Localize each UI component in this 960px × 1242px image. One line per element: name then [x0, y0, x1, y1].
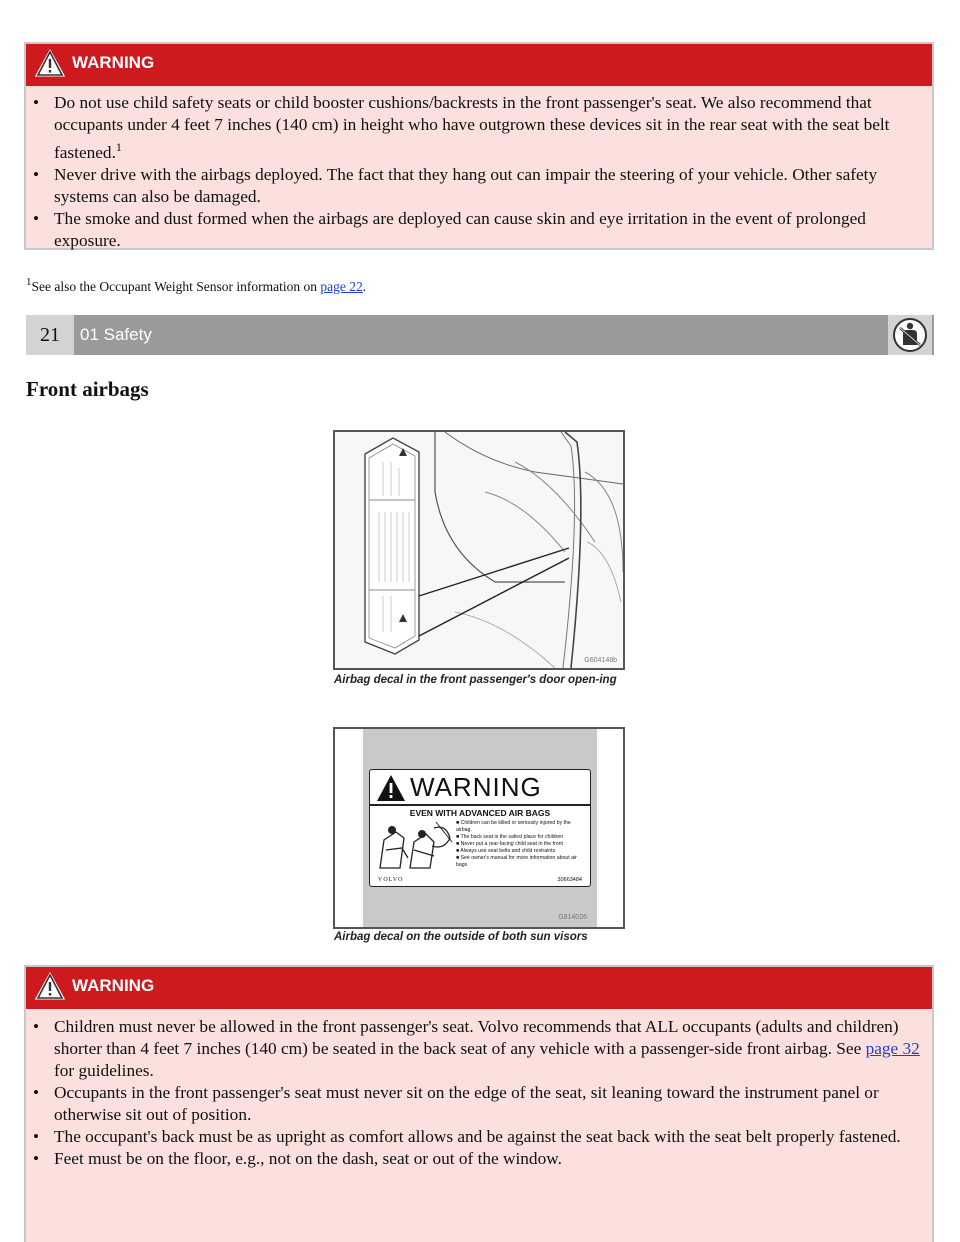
figure-caption: Airbag decal in the front passenger's door open-ing — [334, 674, 617, 686]
bullet: • — [33, 1083, 40, 1102]
warning-title: WARNING — [72, 53, 155, 72]
decal-title: WARNING — [410, 772, 542, 802]
bullet: • — [33, 1127, 40, 1146]
warning-item-text: Feet must be on the floor, e.g., not on the dash, seat or out of the window. — [54, 1149, 562, 1168]
decal-point: ■ Never put a rear-facing child seat in the front — [456, 841, 563, 847]
warning-item — [30, 164, 926, 208]
decal-point: ■ See owner's manual for more information about air bags — [456, 855, 577, 868]
decal-point: ■ Always use seat belts and child restraints — [456, 848, 556, 854]
visor-decal-figure — [333, 727, 625, 929]
decal-brand: VOLVO — [378, 877, 404, 883]
decal-points — [456, 820, 588, 869]
warning-item-text: Occupants in the front passenger's seat must never sit on the edge of the seat, sit leaning toward the instrument panel or otherwise sit out of position. — [54, 1083, 879, 1124]
bullet: • — [33, 208, 40, 228]
warning-header — [26, 44, 932, 86]
figure-code: G604148b — [584, 657, 617, 664]
warning-body — [26, 86, 932, 258]
section-label: 01 Safety — [80, 325, 152, 344]
seatbelt-icon — [888, 315, 932, 355]
footnote-text: See also the Occupant Weight Sensor information on — [31, 279, 321, 294]
decal-point-text: The back seat is the safest place for children — [460, 834, 564, 840]
door-decal-illustration — [335, 432, 623, 668]
decal-rule — [370, 804, 590, 806]
figure-code: G814026 — [558, 914, 587, 921]
decal-warning-triangle-icon — [376, 774, 406, 802]
warning-item — [30, 1082, 926, 1126]
warning-header — [26, 967, 932, 1009]
footnote-page-link[interactable]: page 22 — [320, 279, 363, 294]
decal-subtitle: EVEN WITH ADVANCED AIR BAGS — [409, 808, 551, 818]
decal-label — [369, 769, 591, 887]
decal-point-text: Always use seat belts and child restraints — [460, 848, 556, 854]
warning-item — [30, 1016, 926, 1082]
warning-item — [30, 208, 926, 252]
bullet: • — [33, 1149, 40, 1168]
section-header-bar — [26, 315, 934, 355]
footnote-number: 1 — [26, 276, 32, 288]
warning-item-text: Never drive with the airbags deployed. The fact that they hang out can impair the steering of your vehicle. Other safety systems can also be damaged. — [54, 164, 878, 206]
child-seat-illustration — [374, 820, 456, 870]
warning-triangle-icon — [32, 969, 68, 1003]
warning-box-1 — [24, 42, 934, 250]
warning-item — [30, 1148, 926, 1170]
door-decal-figure — [333, 430, 625, 670]
bullet: • — [33, 1017, 40, 1036]
decal-point: ■ The back seat is the safest place for children — [456, 834, 564, 840]
decal-point-text: See owner's manual for more information about air bags — [456, 855, 577, 868]
section-icon-box — [888, 315, 932, 355]
page-32-link[interactable]: page 32 — [865, 1039, 920, 1058]
warning-title: WARNING — [72, 976, 155, 995]
page-number: 21 — [26, 315, 74, 355]
warning-item-text: Do not use child safety seats or child booster cushions/backrests in the front passenger's seat. We also recommend that occupants under 4 feet 7 inches (140 cm) in height who have outgrown these devices sit in the rear seat with the seat belt fastened. — [54, 93, 890, 162]
footnote — [26, 276, 366, 295]
decal-point-text: Children can be killed or seriously injured by the airbag. — [456, 820, 571, 833]
section-heading: Front airbags — [26, 377, 149, 401]
decal-code: 30663484 — [557, 877, 582, 883]
bullet: • — [33, 164, 40, 184]
decal-point: ■ Children can be killed or seriously injured by the airbag. — [456, 820, 571, 833]
figure-caption: Airbag decal on the outside of both sun visors — [334, 931, 588, 943]
warning-item — [30, 1126, 926, 1148]
footnote-period: . — [362, 279, 367, 294]
decal-point-text: Never put a rear-facing child seat in the front — [460, 841, 563, 847]
bullet: • — [33, 93, 40, 112]
warning-box-2 — [24, 965, 934, 1242]
warning-body — [26, 1009, 932, 1176]
warning-item-text: Children must never be allowed in the front passenger's seat. Volvo recommends that ALL occupants (adults and children) shorter than 4 feet 7 inches (140 cm) be seated in the back seat of any vehicle with a passenger-side front airbag. See — [54, 1017, 899, 1058]
warning-item — [30, 92, 926, 164]
footnote-marker: 1 — [115, 140, 122, 154]
warning-item-text: The smoke and dust formed when the airbags are deployed can cause skin and eye irritation in the event of prolonged exposure. — [54, 208, 866, 250]
warning-item-text-end: for guidelines. — [54, 1061, 154, 1080]
warning-triangle-icon — [32, 46, 68, 80]
warning-item-text: The occupant's back must be as upright as comfort allows and be against the seat back with the seat belt properly fastened. — [54, 1127, 901, 1146]
